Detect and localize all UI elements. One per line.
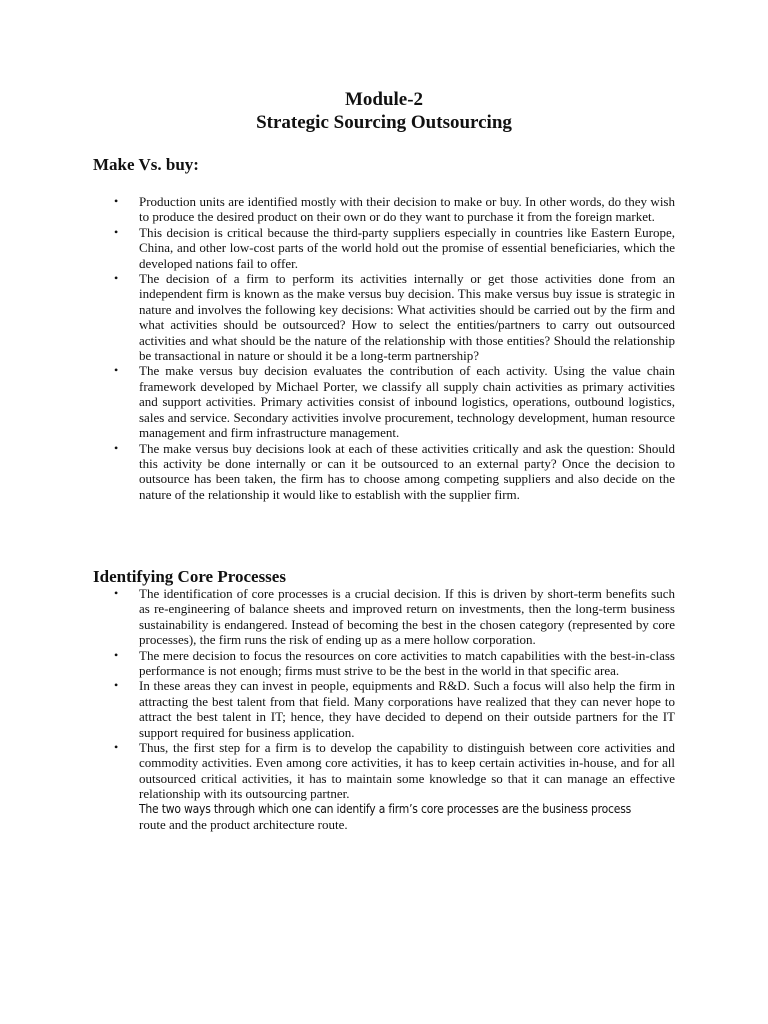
list-item-text: Thus, the first step for a firm is to develop the capability to distinguish between core activities and commodity activities. Even among core activities, it has to keep certain activities in-house, and for all outsourced critical activities, it has to maintain some knowledge so that it can manage an effective relationship with its outsourcing partner. [139,740,675,802]
core-processes-list [93,586,675,833]
module-subtitle: Strategic Sourcing Outsourcing [256,112,512,133]
list-item [93,363,675,440]
closing-note: The two ways through which one can identify a firm’s core processes are the business process [139,801,632,816]
bullet-icon: • [114,224,119,239]
module-title: Module-2 [344,89,424,110]
list-item [93,586,675,648]
list-item-text: The identification of core processes is a crucial decision. If this is driven by short-term benefits such as re-engineering of balance sheets and improved return on investments, then the long-term business sustainability is endangered. Instead of becoming the best in the chosen category (represented by core processes), the firm runs the risk of ending up as a mere hollow corporation. [139,586,675,648]
title-block [0,88,768,134]
closing-note-tail: route and the product architecture route. [139,817,348,833]
list-item-text: The decision of a firm to perform its activities internally or get those activities done from an independent firm is known as the make versus buy decision. This make versus buy issue is strategic in nature and involves the following key decisions: What activities should be carried out by the firm and what activities should be outsourced? How to select the entities/partners to carry out outsourced activities and what should be the nature of the relationship with those entities? Should the relationship be transactional in nature or should it be a long-term partnership? [139,271,675,364]
list-item-text: Production units are identified mostly with their decision to make or buy. In other words, do they wish to produce the desired product on their own or do they want to purchase it from the foreign market. [139,194,675,225]
bullet-icon: • [114,678,119,693]
list-item [93,740,675,832]
list-item-text: The mere decision to focus the resources on core activities to match capabilities with the best-in-class performance is not enough; firms must strive to be the best in the world in that specific area. [139,647,675,679]
make-vs-buy-list [93,194,675,502]
list-item [93,678,675,740]
section-heading-core-processes: Identifying Core Processes [93,567,286,586]
bullet-icon: • [114,363,119,378]
list-item-text: In these areas they can invest in people, equipments and R&D. Such a focus will also help the firm in attracting the best talent from that field. Many corporations have realized that they can never hope to attract the best talent in IT; hence, they have decided to depend on their outside partners for the IT support required for business application. [139,678,675,740]
list-item-text: This decision is critical because the third-party suppliers especially in countries like Eastern Europe, China, and other low-cost parts of the world hold out the promise of essential beneficiaries, which the developed nations fail to offer. [139,224,675,271]
list-item-text: The make versus buy decision evaluates the contribution of each activity. Using the value chain framework developed by Michael Porter, we classify all supply chain activities as primary activities and support activities. Primary activities consist of inbound logistics, operations, outbound logistics, sales and service. Secondary activities involve procurement, technology development, human resource management and firm infrastructure management. [139,363,675,441]
bullet-icon: • [114,440,119,455]
bullet-icon: • [114,271,119,286]
list-item [93,194,675,225]
list-item [93,271,675,363]
list-item [93,441,675,503]
list-item-text: The make versus buy decisions look at each of these activities critically and ask the question: Should this activity be done internally or can it be outsourced to an external party? Once the decision to outsource has been taken, the firm has to choose among competing suppliers and also decide on the nature of the relationship it would like to establish with the supplier firm. [139,440,675,502]
bullet-icon: • [114,647,119,662]
list-item [93,225,675,271]
bullet-icon: • [114,586,119,600]
list-item [93,648,675,679]
bullet-icon: • [114,740,119,755]
section-heading-make-vs-buy: Make Vs. buy: [93,155,199,174]
bullet-icon: • [114,194,119,208]
